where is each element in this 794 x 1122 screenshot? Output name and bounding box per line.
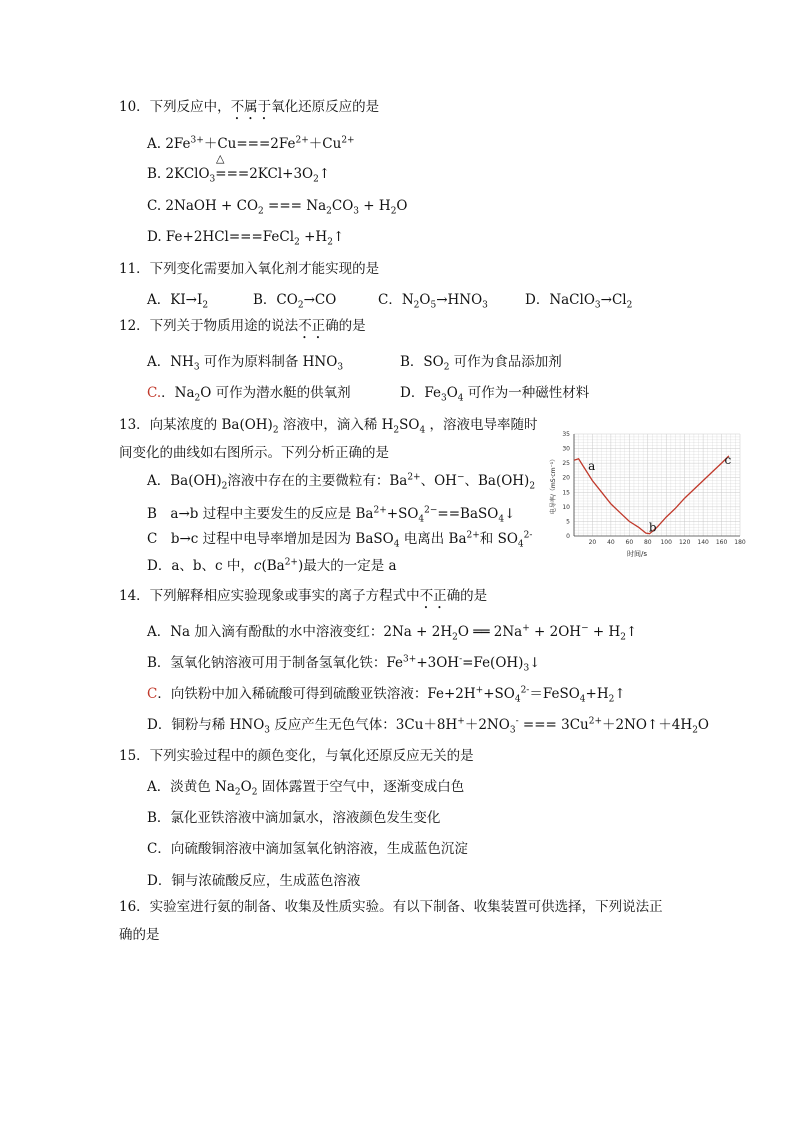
q10-option-d: D. Fe+2HCl===FeCl$_2$ $+H_2↑$ xyxy=(147,229,345,248)
q12-option-c: C.．$Na_2O$ 可作为潜水艇的供氧剂 xyxy=(147,385,351,404)
q10-stem: 10．下列反应中，不属于氧化还原反应的是 xyxy=(119,99,380,115)
conductivity-chart xyxy=(548,424,748,564)
q11-option-b: B．$CO_2\to CO$ xyxy=(253,292,337,311)
q10-option-a: A. $2Fe^{3+}+Cu===2Fe^{2+}+Cu^{2+}$ xyxy=(147,135,355,152)
point-label-b: b xyxy=(648,520,657,535)
q14-option-a: A．Na 加入滴有酚酞的水中溶液变红：$2Na + 2H_2O$ ══ $2Na^+ + 2OH^- + H_2↑$ xyxy=(147,623,638,643)
y-tick-label: 0 xyxy=(566,533,570,540)
q11-option-a: A．$KI\to I_2$ xyxy=(147,292,209,311)
y-tick-label: 10 xyxy=(562,503,570,511)
x-tick-label: 120 xyxy=(678,539,691,546)
q12-stem: 12．下列关于物质用途的说法不正确的是 xyxy=(119,318,366,334)
heat-symbol: △ xyxy=(216,152,225,165)
y-tick-label: 25 xyxy=(562,460,570,468)
q13-option-d: D．a、b、c 中，$c(Ba^{2+})$最大的一定是 a xyxy=(147,557,397,574)
q14-option-b: B．氢氧化钠溶液可用于制备氢氧化铁：$Fe^{3+}+3OH^-=Fe(OH)_3↓$ xyxy=(147,654,541,674)
x-tick-label: 100 xyxy=(660,539,672,546)
q12-option-a: A．$NH_3$ 可作为原料制备 $HNO_3$ xyxy=(147,354,344,373)
q13-stem-line1: 13．向某浓度的 $Ba(OH)_2$ 溶液中，滴入稀 $H_2SO_4$ ，溶液电导率随时 xyxy=(119,417,538,436)
q12-option-d: D．$Fe_3O_4$ 可作为一种磁性材料 xyxy=(400,385,590,404)
y-tick-label: 20 xyxy=(562,474,570,482)
x-axis-label: 时间/s xyxy=(626,550,648,558)
q12-option-b: B．$SO_2$ 可作为食品添加剂 xyxy=(400,354,562,373)
x-tick-label: 160 xyxy=(715,539,728,546)
q13-option-b: B a→b 过程中主要发生的反应是 $Ba^{2+}+SO_4^{2-}==BaSO_4↓$ xyxy=(147,505,516,525)
q14-option-d: D．铜粉与稀 $HNO_3$ 反应产生无色气体：$3Cu+8H^++2NO_3^-$ === $3Cu^{2+}+2NO↑+4H_2O$ xyxy=(147,716,709,736)
y-axis-label: 电导率/（mS·cm⁻¹） xyxy=(550,455,557,515)
q13-stem-line2: 间变化的曲线如右图所示。下列分析正确的是 xyxy=(119,445,389,461)
x-tick-label: 60 xyxy=(625,539,634,546)
q16-stem-line2: 确的是 xyxy=(119,927,160,943)
x-tick-label: 180 xyxy=(734,539,746,546)
q10-option-c: C. 2NaOH + $CO_2$ === $Na_2CO_3 + H_2O$ xyxy=(147,198,408,217)
x-tick-label: 80 xyxy=(643,539,652,546)
q15-option-c: C．向硫酸铜溶液中滴加氢氧化钠溶液，生成蓝色沉淀 xyxy=(147,841,468,857)
q14-stem: 14．下列解释相应实验现象或事实的离子方程式中不正确的是 xyxy=(119,588,488,604)
q15-stem: 15．下列实验过程中的颜色变化，与氧化还原反应无关的是 xyxy=(119,748,474,764)
q15-option-a: A．淡黄色 $Na_2O_2$ 固体露置于空气中，逐渐变成白色 xyxy=(147,779,465,798)
q13-option-c: C b→c 过程中电导率增加是因为 BaSO$_4$ 电离出 $Ba^{2+}$和 $SO_4^{2-}$ xyxy=(147,530,533,550)
q16-stem-line1: 16．实验室进行氨的制备、收集及性质实验。有以下制备、收集装置可供选择，下列说法正 xyxy=(119,899,663,915)
q11-option-d: D．$NaClO_3\to Cl_2$ xyxy=(525,292,633,311)
x-tick-label: 140 xyxy=(697,539,709,546)
y-tick-label: 5 xyxy=(566,518,570,526)
x-tick-label: 20 xyxy=(588,539,597,546)
point-label-c: c xyxy=(724,453,732,468)
x-tick-label: 40 xyxy=(607,539,615,546)
y-tick-label: 15 xyxy=(562,489,570,497)
q15-option-b: B．氯化亚铁溶液中滴加氯水，溶液颜色发生变化 xyxy=(147,810,441,826)
q11-option-c: C．$N_2O_5\to HNO_3$ xyxy=(378,292,488,311)
y-tick-label: 35 xyxy=(562,431,570,438)
q11-stem: 11．下列变化需要加入氧化剂才能实现的是 xyxy=(119,261,380,277)
point-label-a: a xyxy=(588,459,596,474)
q10-option-b: B. $2KClO_3===2KCl+3O_2↑$ xyxy=(147,166,331,185)
y-tick-label: 30 xyxy=(562,445,570,453)
q14-option-c: C．向铁粉中加入稀硫酸可得到硫酸亚铁溶液：$Fe+2H^++SO_4^{2-}=FeSO_4+H_2↑$ xyxy=(147,685,626,705)
q13-option-a: A．$Ba(OH)_2$溶液中存在的主要微粒有：$Ba^{2+}$、OH−、$Ba(OH)_2$ xyxy=(147,472,536,492)
q15-option-d: D．铜与浓硫酸反应，生成蓝色溶液 xyxy=(147,873,361,889)
